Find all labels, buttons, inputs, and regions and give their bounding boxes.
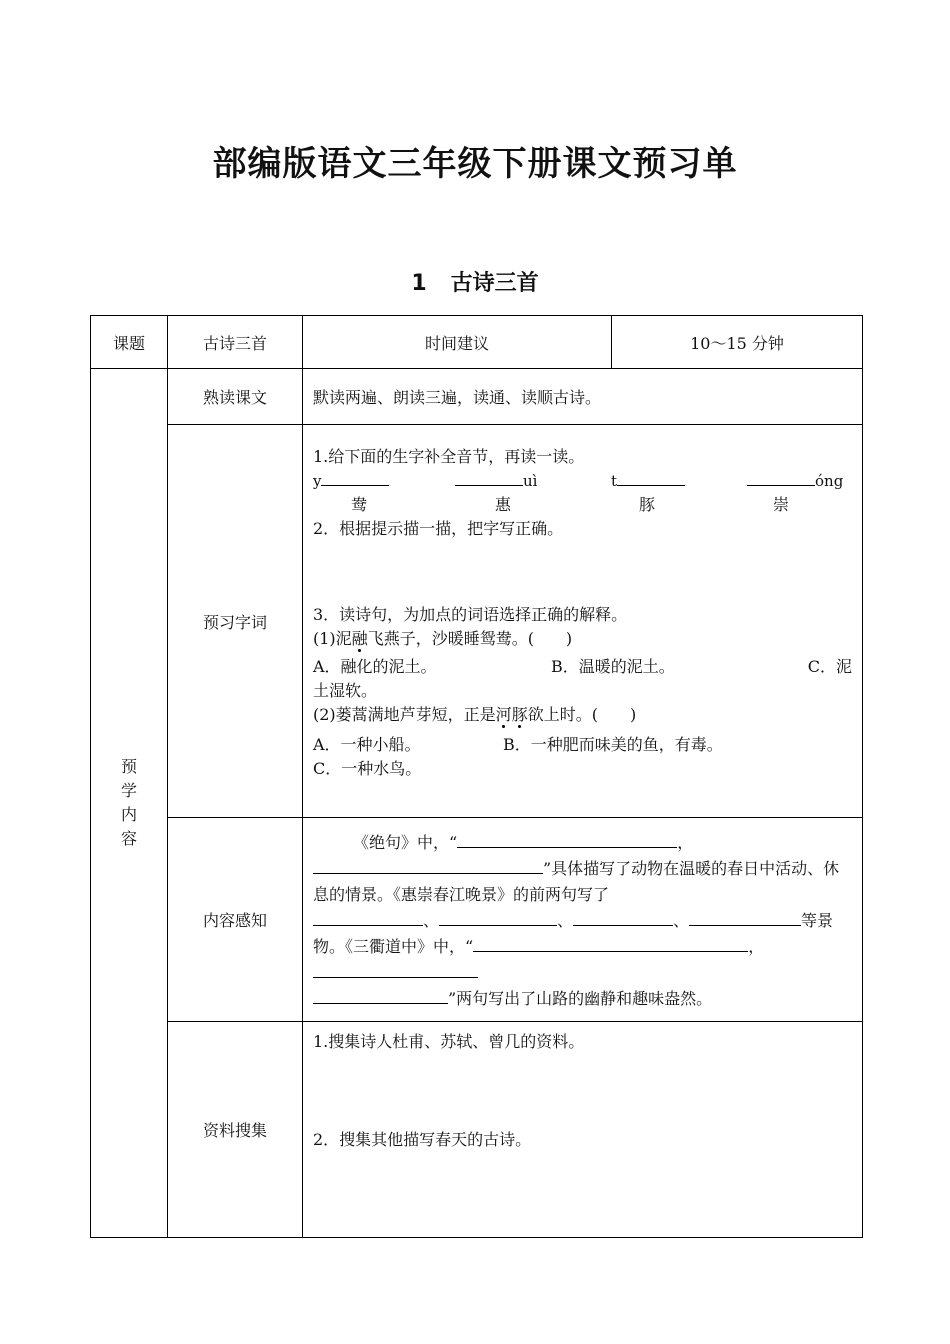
blank-sanqu-3[interactable] (313, 987, 448, 1004)
s1-pre: (1)泥 (313, 629, 352, 648)
section-label-char: 内 (120, 805, 137, 824)
research-q1: 1.搜集诗人杜甫、苏轼、曾几的资料。 (313, 1032, 585, 1051)
lesson-number: 1 (411, 271, 427, 296)
section-label-char: 预 (120, 757, 137, 776)
s1-dotted-char: 融 (351, 629, 368, 648)
s1-option-c-part1: C．泥 (807, 657, 852, 676)
content-t1: 《绝句》中，“ (353, 833, 458, 852)
research-content (303, 1022, 863, 1238)
pinyin-2-text: uì (523, 472, 538, 490)
document-title: 部编版语文三年级下册课文预习单 (212, 144, 738, 184)
pinyin-blank-4[interactable] (747, 469, 815, 486)
content-t6: ”两句写出了山路的幽静和趣味盎然。 (448, 989, 713, 1008)
time-label: 时间建议 (303, 316, 612, 369)
s2-dotted-char-2: 豚 (511, 705, 528, 724)
words-row (91, 425, 863, 818)
words-label: 预习字词 (168, 425, 303, 818)
research-space (313, 1054, 852, 1128)
blank-sanqu-2[interactable] (313, 961, 478, 978)
pinyin-blank-1[interactable] (321, 469, 389, 486)
read-text: 默读两遍、朗读三遍，读通、读顺古诗。 (313, 388, 602, 407)
section-label-char: 学 (120, 781, 137, 800)
sep-3: 、 (673, 911, 690, 930)
pinyin-3-text: t (611, 472, 618, 490)
words-content (303, 425, 863, 818)
content-t4: 等景物。《三衢道中》中，“ (313, 911, 834, 956)
char-row (313, 493, 852, 517)
header-row (91, 316, 863, 369)
content-t5: ， (748, 937, 765, 956)
pinyin-blank-3[interactable] (617, 469, 685, 486)
time-value: 10～15 分钟 (612, 316, 863, 369)
blank-jueju-1[interactable] (457, 831, 677, 848)
s1-post: 飞燕子，沙暖睡鸳鸯。( ) (367, 629, 573, 648)
char-3: 豚 (639, 495, 656, 514)
sep-1: 、 (423, 911, 440, 930)
s2-option-c: C．一种水鸟。 (313, 759, 422, 778)
sentence-1 (313, 627, 852, 651)
pinyin-3 (611, 469, 685, 493)
s2-pre: (2)蒌蒿满地芦芽短，正是 (313, 705, 496, 724)
sep-2: 、 (557, 911, 574, 930)
blank-scene-3[interactable] (573, 909, 673, 926)
blank-jueju-2[interactable] (313, 857, 543, 874)
pinyin-1-text: y (313, 472, 322, 490)
s2-option-a: A．一种小船。 (313, 735, 421, 754)
s2-option-b: B．一种肥而味美的鱼，有毒。 (503, 735, 723, 754)
research-q2: 2．搜集其他描写春天的古诗。 (313, 1130, 532, 1149)
read-label: 熟读课文 (168, 369, 303, 425)
words-q3: 3．读诗句，为加点的词语选择正确的解释。 (313, 605, 628, 624)
char-1: 鸯 (351, 495, 368, 514)
sentence-2 (313, 703, 852, 727)
pinyin-4 (747, 469, 843, 493)
content-t3: ”具体描写了动物在温暖的春日中活动、休息的情景。《惠崇春江晚景》的前两句写了 (313, 859, 840, 904)
blank-scene-2[interactable] (439, 909, 557, 926)
content-row (91, 818, 863, 1022)
s1-options (313, 655, 852, 679)
pinyin-4-text: óng (815, 472, 844, 490)
s1-option-c-part2: 土湿软。 (313, 681, 378, 700)
char-2: 惠 (495, 495, 512, 514)
research-label: 资料搜集 (168, 1022, 303, 1238)
read-content (303, 369, 863, 425)
content-text (303, 818, 863, 1022)
topic-value: 古诗三首 (168, 316, 303, 369)
topic-label: 课题 (91, 316, 168, 369)
tracing-space (313, 541, 852, 603)
pinyin-2 (455, 469, 537, 493)
s2-dotted-char-1: 河 (495, 705, 512, 724)
words-q1: 1.给下面的生字补全音节，再读一读。 (313, 447, 585, 466)
s2-options (313, 733, 852, 757)
content-label: 内容感知 (168, 818, 303, 1022)
s1-option-b: B．温暖的泥土。 (551, 657, 675, 676)
blank-scene-4[interactable] (689, 909, 801, 926)
research-row (91, 1022, 863, 1238)
s1-option-a: A．融化的泥土。 (313, 657, 437, 676)
lesson-title: 古诗三首 (450, 271, 539, 296)
read-row (91, 369, 863, 425)
char-4: 崇 (773, 495, 790, 514)
s2-post: 欲上时。( ) (527, 705, 637, 724)
pinyin-row (313, 469, 852, 493)
section-label-char: 容 (120, 829, 137, 848)
pinyin-1 (313, 469, 389, 493)
blank-scene-1[interactable] (313, 909, 423, 926)
blank-sanqu-1[interactable] (473, 935, 748, 952)
pinyin-blank-2[interactable] (455, 469, 523, 486)
preview-table (90, 315, 863, 1238)
content-t2: ， (677, 833, 694, 852)
section-label (91, 755, 167, 851)
section-label-cell (91, 369, 168, 1238)
content-paragraph (313, 830, 852, 1012)
words-q2: 2．根据提示描一描，把字写正确。 (313, 519, 564, 538)
lesson-heading (0, 266, 950, 297)
